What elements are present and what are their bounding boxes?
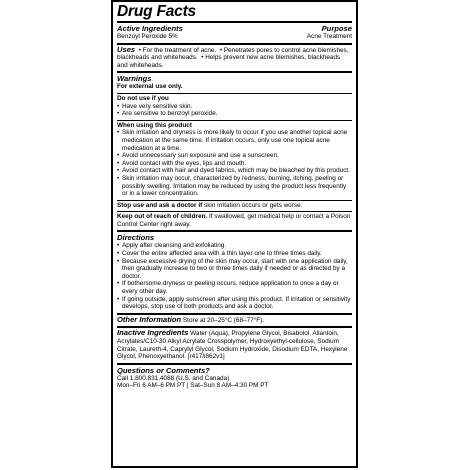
list-item: • Skin irritation may occur, characterized by redness, burning, itching, peeling or possibly swelling. Irritation may be reduced by using the product less frequently or in a lower concentration. [117,175,352,198]
questions-section [117,363,352,392]
list-item: • Avoid contact with hair and dyed fabrics, which may be bleached by this product. [117,167,352,175]
other-information-text: Store at 20–25°C (68–77°F). [182,316,265,324]
directions-header: Directions [117,233,155,243]
stop-use-subsection [117,200,352,210]
purpose-header: Purpose [321,24,352,33]
drug-facts-title: Drug Facts [117,3,196,20]
uses-item: For the treatment of acne. [142,46,217,54]
external-use-note: For external use only. [117,83,183,91]
keep-out-text: If swallowed, get medical help or contact a Poison Control Center right away. [117,213,351,228]
active-ingredients-header: Active Ingredients [117,24,183,33]
do-not-use-list [117,103,352,118]
inactive-ingredients-code: [r417/i862v1] [187,353,225,361]
list-item: • Avoid unnecessary sun exposure and use a sunscreen. [117,152,352,160]
uses-section: Uses • For the treatment of acne. • Penetrates pores to control acne blemishes, blackheads and whiteheads. • Helps prevent new acne blemishes, blackheads and whiteheads. [117,43,352,72]
inactive-ingredients-header: Inactive Ingredients [117,328,189,338]
when-using-header: When using this product [117,121,192,129]
list-item: • Avoid contact with the eyes, lips and mouth. [117,160,352,168]
list-item: • If going outside, apply sunscreen after using this product. If irritation or sensitivity develops, stop use of both products and ask a doctor. [117,296,352,311]
stop-use-header: Stop use and ask a doctor if [117,201,203,209]
uses-item: Helps prevent new acne blemishes, blackheads and whiteheads. [117,54,341,69]
warnings-section [117,71,352,230]
directions-section [117,230,352,312]
questions-hours: Mon–Fri 6 AM–6 PM PT | Sat–Sun 8 AM–4:30 PM PT [117,382,269,390]
warnings-header: Warnings [117,74,152,84]
when-using-list [117,129,352,197]
drug-facts-panel [111,0,358,468]
inactive-ingredients-section [117,326,352,362]
list-item: • Are sensitive to benzoyl peroxide. [117,110,352,118]
when-using-subsection [117,120,352,198]
directions-list [117,242,352,310]
questions-header: Questions or Comments? [117,365,210,375]
other-information-section [117,313,352,327]
other-information-header: Other Information [117,314,182,324]
stop-use-text: skin irritation occurs or gets worse. [204,201,303,209]
purpose-value: Acne Treatment [306,33,352,40]
uses-header: Uses [117,44,136,54]
list-item: • Apply after cleansing and exfoliating. [117,242,352,250]
inactive-ingredients-text: Water (Aqua), Propylene Glycol, Bisabolol, Allantoin, Acrylates/C10-30 Alkyl Acrylate Crosspolymer, Hydroxyethyl-cellulose, Sodium Citrate, Laureth-4, Caprylyl Glycol, Sodium Hydroxide, Disodium EDTA, Hexylene Glycol, Phenoxyethanol. [117,330,348,361]
active-ingredients-section [117,21,352,43]
list-item: • If bothersome dryness or peeling occurs, reduce application to once a day or every other day. [117,280,352,295]
keep-out-subsection [117,211,352,228]
list-item: • Skin irritation and dryness is more likely to occur if you use another topical acne medication at the same time. If irritation occurs, only use one topical acne medication at a time. [117,129,352,152]
keep-out-header: Keep out of reach of children. [117,213,208,221]
uses-item: Penetrates pores to control acne blemishes, blackheads and whiteheads. [117,46,349,62]
active-ingredient: Benzoyl Peroxide 5% [117,33,178,40]
list-item: • Have very sensitive skin. [117,103,352,111]
do-not-use-header: Do not use if you [117,94,169,102]
questions-phone: Call 1.800.831.4088 (U.S. and Canada) [117,374,230,382]
list-item: • Cover the entire affected area with a thin layer one to three times daily. [117,250,352,258]
do-not-use-subsection [117,93,352,118]
list-item: • Because excessive drying of the skin may occur, start with one application daily, then gradually increase to two or three times daily if needed or as directed by a doctor. [117,258,352,281]
